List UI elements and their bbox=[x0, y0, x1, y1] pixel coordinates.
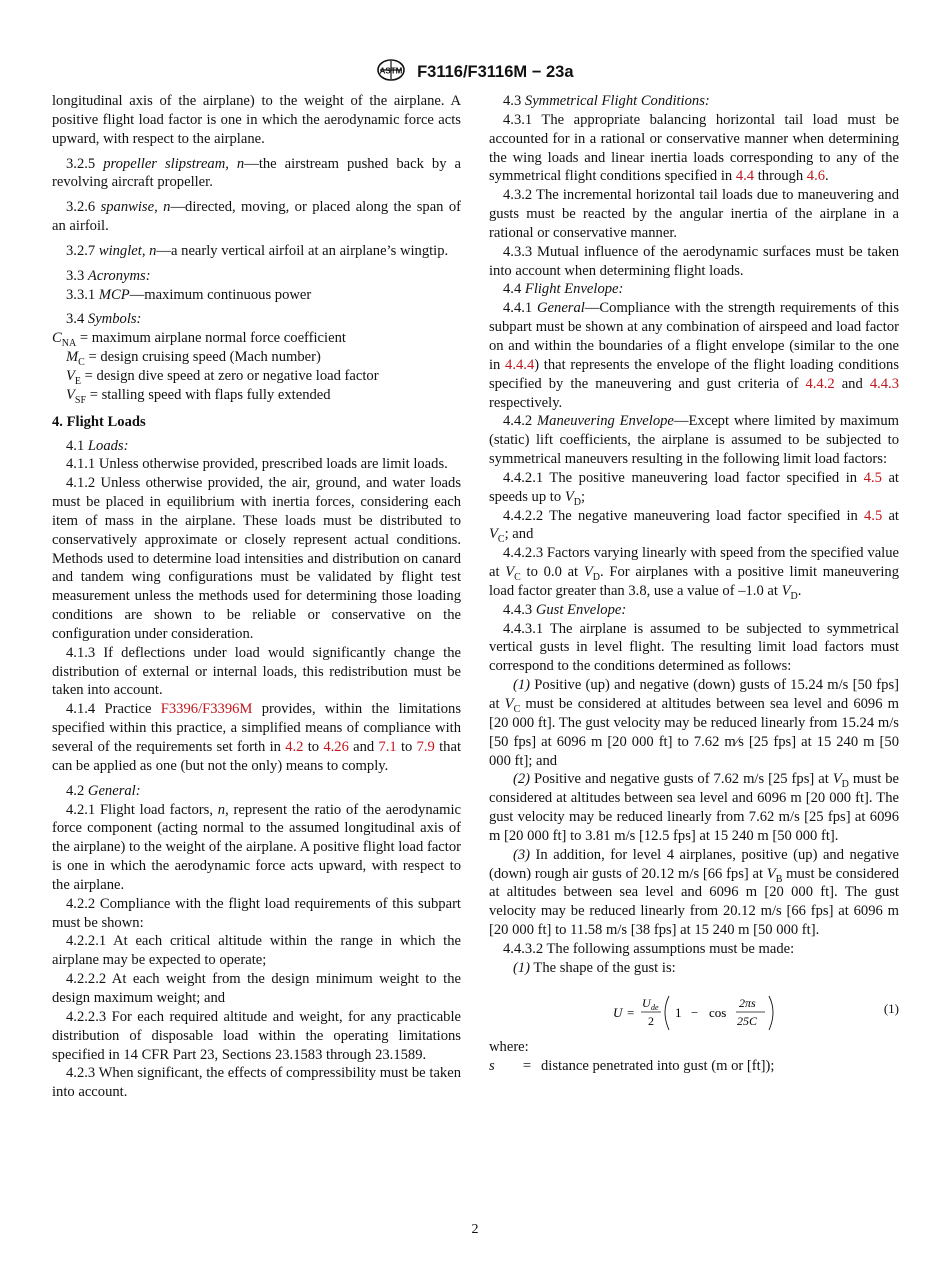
section-3-4: 3.4 Symbols: bbox=[66, 311, 142, 328]
link-4-2[interactable]: 4.2 bbox=[285, 739, 304, 755]
left-column bbox=[52, 92, 461, 1102]
paragraph-4-1-1: 4.1.1 Unless otherwise provided, prescribed loads are limit loads. bbox=[66, 456, 448, 473]
paragraph-4-4-2-2: 4.4.2.2 The negative maneuvering load factor specified in 4.5 at $V_C$; and bbox=[489, 507, 899, 546]
acronym-3-3-1: 3.3.1 MCP—maximum continuous power bbox=[66, 286, 312, 303]
paragraph-4-2-2: 4.2.2 Compliance with the flight load requirements of this subpart must be shown: bbox=[52, 895, 461, 931]
section-4-4: 4.4 Flight Envelope: bbox=[503, 281, 624, 298]
paragraph-4-3-1: 4.3.1 The appropriate balancing horizontal tail load must be accounted for in a rational or conservative manner when determining the wing loads and linear inertia loads corresponding to any of the symmetrical flight conditions specified in 4.4 through 4.6. bbox=[489, 111, 899, 185]
paragraph-4-4-1: 4.4.1 General—Compliance with the strength requirements of this subpart must be shown at any combination of airspeed and load factor on and within the boundaries of a flight envelope (similar to the one in 4.4.4) that represents the envelope of the flight loading conditions specified by the maneuvering and gust criteria of 4.4.2 and 4.4.3 respectively. bbox=[489, 300, 899, 411]
link-7-1[interactable]: 7.1 bbox=[378, 739, 397, 755]
link-4-4-2[interactable]: 4.4.2 bbox=[805, 375, 835, 392]
link-4-4-3[interactable]: 4.4.3 bbox=[869, 375, 899, 392]
svg-text:de: de bbox=[651, 1002, 659, 1012]
paragraph-4-2-2-1: 4.2.2.1 At each critical altitude within the range in which the airplane may be expected to operate; bbox=[52, 933, 461, 969]
paragraph-4-2-2-3: 4.2.2.3 For each required altitude and weight, for any practicable distribution of disposable load within the operating limitations specified in 14 CFR Part 23, Sections 23.1583 through 23.1589. bbox=[52, 1008, 461, 1063]
paragraph-4-1-2: 4.1.2 Unless otherwise provided, the air, ground, and water loads must be placed in equilibrium with inertia forces, considering each item of mass in the airplane. These loads must be distributed to conservatively approximate or closely represent actual conditions. Methods used to determine load intensities and distribution on canard and tandem wing configurations must be validated by flight test measurement unless the methods used for determining those loading conditions are shown to be reliable or conservative on the configuration under consideration. bbox=[52, 475, 461, 642]
astm-logo-icon bbox=[376, 58, 406, 87]
symbol-vsf: $V_{SF}$ = stalling speed with flaps fully extended bbox=[66, 386, 331, 406]
svg-text:U: U bbox=[642, 995, 651, 1010]
svg-text:−: − bbox=[691, 1004, 699, 1020]
paragraph-4-3-3: 4.3.3 Mutual influence of the aerodynamic surfaces must be taken into account when determining flight loads. bbox=[489, 243, 899, 279]
svg-text:25C: 25C bbox=[737, 1013, 758, 1028]
paragraph-4-1-4: 4.1.4 Practice F3396/F3396M provides, within the limitations specified within this practice, a simplified means of compliance with several of the requirements set forth in 4.2 to 4.26 and 7.1 to 7.9 that can be applied as one (but not the only) means to comply. bbox=[52, 701, 462, 774]
svg-text:cos: cos bbox=[709, 1004, 727, 1020]
symbol-ve: $V_E$ = design dive speed at zero or negative load factor bbox=[66, 367, 379, 387]
paragraph-4-2-3: 4.2.3 When significant, the effects of compressibility must be taken into account. bbox=[52, 1065, 461, 1101]
link-4-26[interactable]: 4.26 bbox=[323, 739, 349, 755]
definition-3-2-5: 3.2.5 propeller slipstream, n—the airstream pushed back by a revolving aircraft propeller. bbox=[52, 155, 461, 191]
page-number: 2 bbox=[471, 1222, 479, 1237]
link-4-5-b[interactable]: 4.5 bbox=[864, 507, 883, 524]
section-4-4-3: 4.4.3 Gust Envelope: bbox=[503, 601, 627, 618]
paragraph-4-4-2: 4.4.2 Maneuvering Envelope—Except where limited by maximum (static) lift coefficients, the airplane is assumed to be subjected to symmetrical maneuvers resulting in the following limit load factors: bbox=[489, 413, 899, 468]
gust-item-1: (1) Positive (up) and negative (down) gusts of 15.24 m/s [50 fps] at $V_C$ must be considered at altitudes between sea level and 6096 m [20 000 ft]. The gust velocity may be reduced linearly from 15.24 m/s [50 fps] at 6096 m [20 000 ft] to 7.62 m⁄s [25 fps] at 15 240 m [50 000 ft]; and bbox=[489, 677, 899, 769]
paragraph-4-2-2-2: 4.2.2.2 At each weight from the design minimum weight to the design maximum weight; and bbox=[52, 971, 461, 1006]
paragraph-4-4-3-2: 4.4.3.2 The following assumptions must be made: bbox=[503, 940, 795, 957]
svg-text:U: U bbox=[613, 1004, 623, 1020]
svg-text:1: 1 bbox=[675, 1004, 682, 1020]
right-column bbox=[489, 92, 899, 1075]
symbol-mc: $M_C$ = design cruising speed (Mach number) bbox=[66, 349, 321, 369]
document-header bbox=[0, 58, 950, 87]
link-7-9[interactable]: 7.9 bbox=[416, 739, 435, 755]
link-4-6[interactable]: 4.6 bbox=[806, 168, 826, 185]
definition-3-2-7: 3.2.7 winglet, n—a nearly vertical airfoil at an airplane’s wingtip. bbox=[66, 242, 449, 259]
link-4-5[interactable]: 4.5 bbox=[863, 469, 882, 486]
definition-3-2-6: 3.2.6 spanwise, n—directed, moving, or placed along the span of an airfoil. bbox=[52, 199, 462, 235]
paragraph-4-3-2: 4.3.2 The incremental horizontal tail loads due to maneuvering and gusts must be reacted by the angular inertia of the airplane in a rational or conservative manner. bbox=[489, 187, 899, 241]
link-4-4[interactable]: 4.4 bbox=[735, 168, 755, 185]
assumption-item-1: (1) The shape of the gust is: bbox=[513, 959, 676, 976]
gust-shape-formula bbox=[613, 990, 783, 1036]
svg-text:=: = bbox=[627, 1004, 635, 1020]
equation-1 bbox=[489, 984, 899, 1034]
svg-text:2πs: 2πs bbox=[739, 995, 756, 1010]
link-f3396[interactable]: F3396/F3396M bbox=[160, 701, 253, 718]
symbol-cna: $C_{NA}$ = maximum airplane normal force coefficient bbox=[52, 330, 346, 350]
equation-number: (1) bbox=[883, 1000, 899, 1016]
paragraph-4-4-2-1: 4.4.2.1 The positive maneuvering load factor specified in 4.5 at speeds up to $V_D$; bbox=[489, 469, 899, 508]
designation: F3116/F3116M − 23a bbox=[417, 63, 574, 81]
paragraph-4-2-1: 4.2.1 Flight load factors, n, represent the ratio of the aerodynamic force component (acting normal to the assumed longitudinal axis of the airplane) to the weight of the airplane. A positive flight load factor is one in which the aerodynamic force acts upward, with respect to the airplane. bbox=[52, 801, 461, 893]
paragraph-4-4-2-3: 4.4.2.3 Factors varying linearly with speed from the specified value at $V_C$ to 0.0 at $V_D$. For airplanes with a positive limit maneuvering load factor greater than 3.8, use a value of –1.0 at $V_D$. bbox=[489, 545, 899, 602]
gust-item-3: (3) In addition, for level 4 airplanes, positive (up) and negative (down) rough air gusts of 20.12 m/s [66 fps] at $V_B$ must be considered at altitudes between sea level and 6096 m [20 000 ft]. The gust velocity may be reduced linearly from 20.12 m/s [66 fps] at 6096 m [20 000 ft] to 11.58 m/s [38 fps] at 15 240 m [50 000 ft]. bbox=[489, 846, 899, 939]
gust-item-2: (2) Positive and negative gusts of 7.62 m/s [25 fps] at $V_D$ must be considered at altitudes between sea level and 6096 m [20 000 ft]. The gust velocity may be reduced linearly from 7.62 m/s [25 fps] at 6096 m [20 000 ft] to 3.81 m/s [12.5 fps] at 15 240 m [50 000 ft]. bbox=[489, 771, 899, 844]
paragraph-4-1-3: 4.1.3 If deflections under load would significantly change the distribution of external or internal loads, this redistribution must be taken into account. bbox=[52, 644, 461, 699]
link-4-4-4[interactable]: 4.4.4 bbox=[505, 356, 535, 373]
section-4-2: 4.2 General: bbox=[66, 782, 141, 799]
svg-text:ASTM: ASTM bbox=[380, 66, 403, 76]
section-4-3: 4.3 Symmetrical Flight Conditions: bbox=[503, 93, 710, 109]
svg-text:2: 2 bbox=[648, 1013, 654, 1028]
section-heading-flight-loads: 4. Flight Loads bbox=[52, 413, 146, 430]
where-label: where: bbox=[489, 1038, 529, 1055]
paragraph-4-4-3-1: 4.4.3.1 The airplane is assumed to be subjected to symmetrical vertical gusts in level flight. The resulting limit load factors must correspond to the conditions determined as follows: bbox=[489, 620, 899, 675]
section-3-3: 3.3 Acronyms: bbox=[66, 267, 151, 284]
section-4-1: 4.1 Loads: bbox=[66, 437, 129, 454]
definition-s: s = distance penetrated into gust (m or [ft]); bbox=[489, 1057, 775, 1074]
paragraph-continued: longitudinal axis of the airplane) to the weight of the airplane. A positive flight load factor is one in which the aerodynamic force acts upward, with respect to the airplane. bbox=[52, 93, 461, 147]
